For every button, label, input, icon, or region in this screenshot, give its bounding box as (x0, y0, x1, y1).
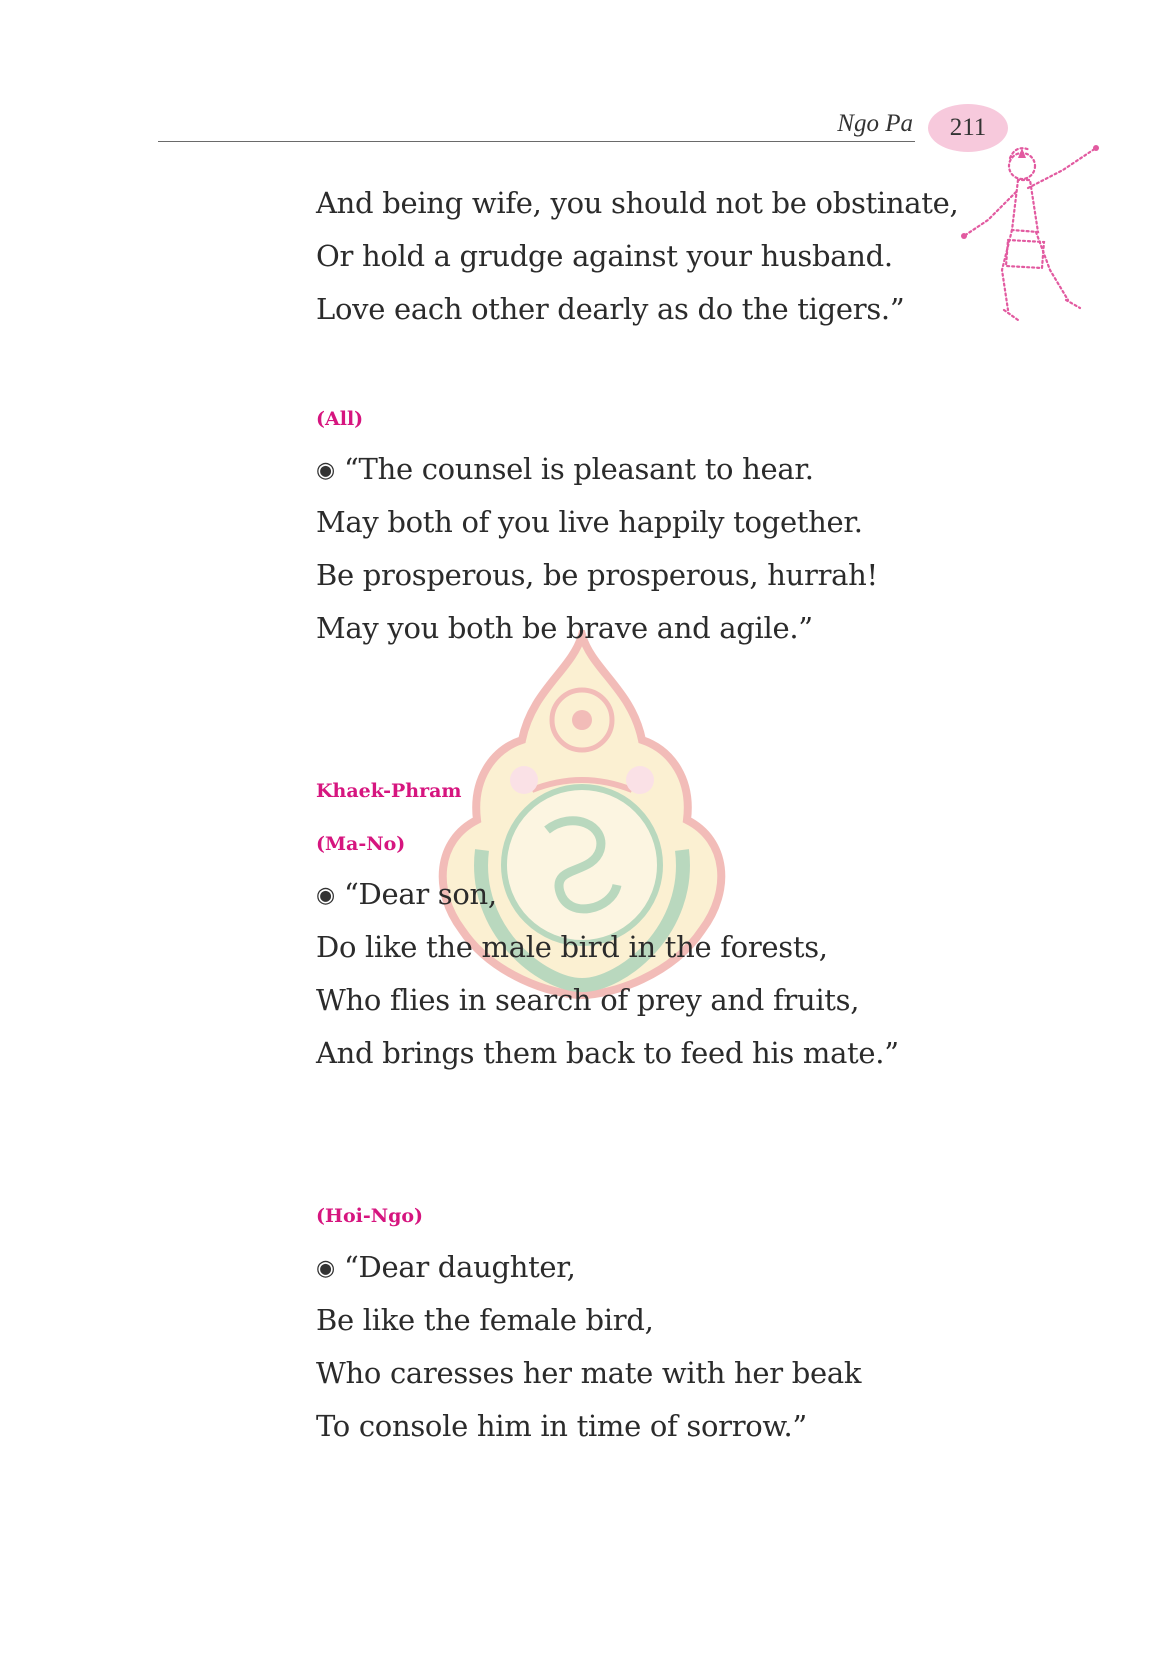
bullet-icon: ◉ (316, 1256, 335, 1281)
verse-line: Or hold a grudge against your husband. (316, 239, 893, 273)
verse-line-text: “The counsel is pleasant to hear. (344, 452, 814, 486)
verse-line: And being wife, you should not be obstinate, (316, 186, 959, 220)
verse-line: May you both be brave and agile.” (316, 611, 813, 645)
verse-line: Who flies in search of prey and fruits, (316, 983, 860, 1017)
page-number: 211 (949, 114, 987, 141)
bullet-icon: ◉ (316, 883, 335, 908)
verse-line-first (316, 1250, 576, 1286)
verse-line: And brings them back to feed his mate.” (316, 1036, 899, 1070)
bullet-icon: ◉ (316, 458, 335, 483)
verse-line-text: “Dear daughter, (344, 1250, 576, 1284)
dancer-illustration (958, 140, 1118, 345)
verse-line: Love each other dearly as do the tigers.” (316, 292, 905, 326)
verse-line-first (316, 877, 497, 913)
verse-line-first (316, 452, 814, 488)
verse-line: May both of you live happily together. (316, 505, 863, 539)
verse-line: Who caresses her mate with her beak (316, 1356, 862, 1390)
section-heading: Khaek-Phram (316, 780, 462, 802)
verse-line-text: “Dear son, (344, 877, 497, 911)
verse-line: Do like the male bird in the forests, (316, 930, 828, 964)
verse-line: To console him in time of sorrow.” (316, 1409, 807, 1443)
header-rule (158, 141, 915, 142)
verse-line: Be like the female bird, (316, 1303, 654, 1337)
speaker-label: (Hoi-Ngo) (316, 1205, 424, 1227)
speaker-label: (All) (316, 408, 364, 430)
verse-line: Be prosperous, be prosperous, hurrah! (316, 558, 878, 592)
speaker-label: (Ma-No) (316, 833, 406, 855)
running-title: Ngo Pa (837, 110, 913, 137)
